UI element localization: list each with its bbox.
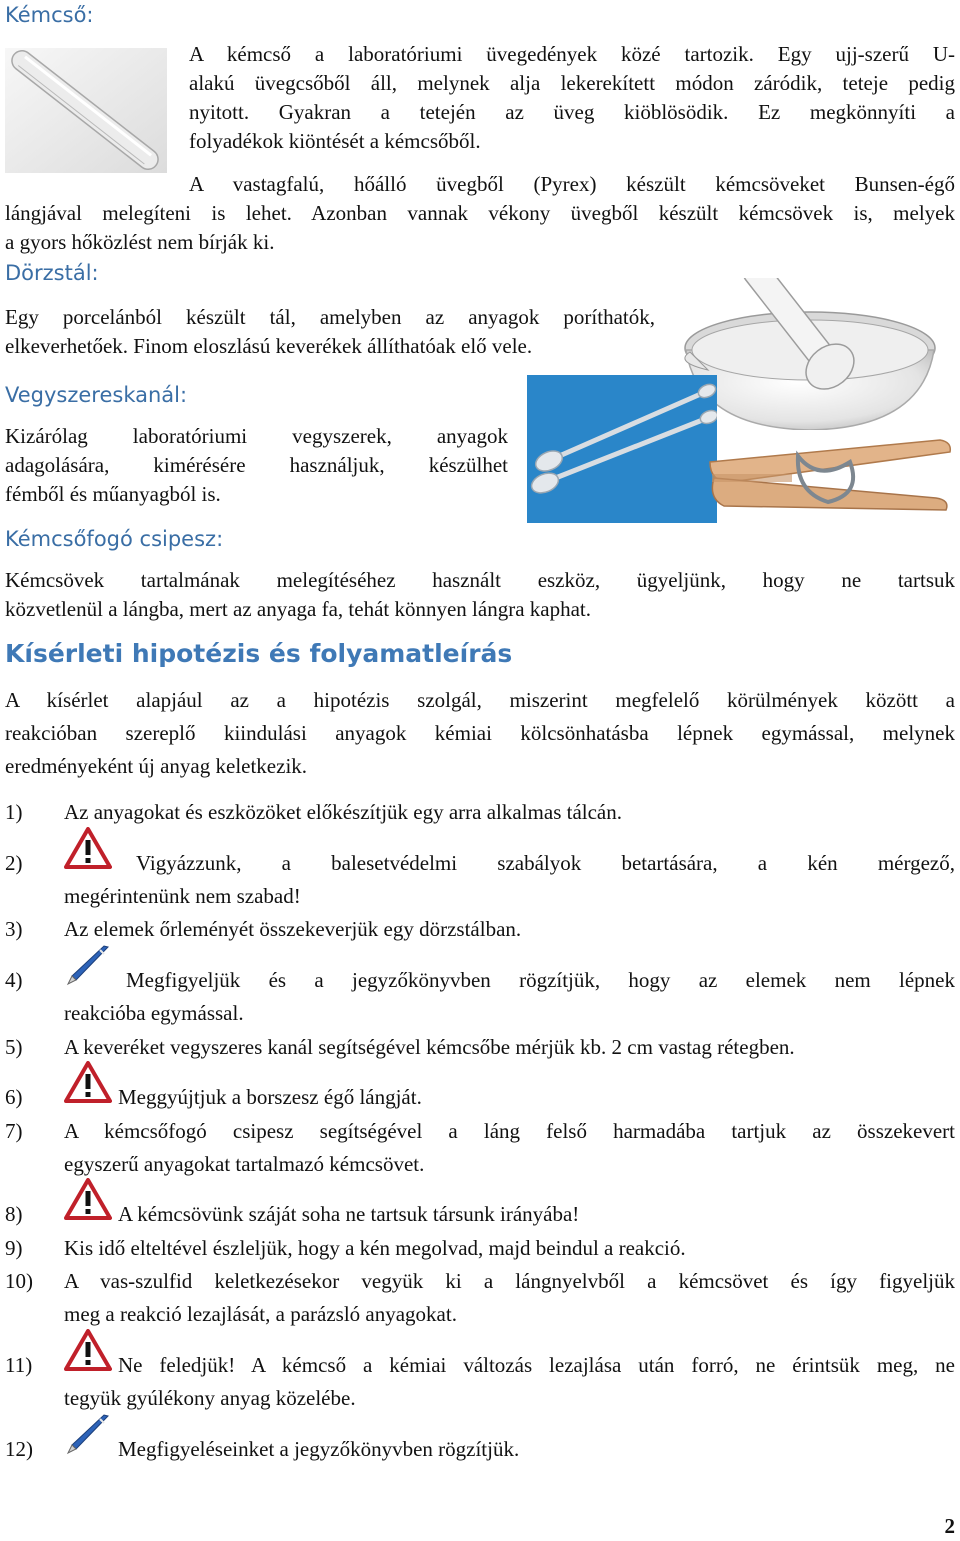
warning-icon <box>64 1329 112 1371</box>
vegyszereskanal-line2: adagolására, kimérésére használjuk, készülhet <box>5 453 508 477</box>
heading-vegyszereskanal: Vegyszereskanál: <box>5 383 188 407</box>
heading-kemcso: Kémcső: <box>5 3 94 27</box>
csipesz-line2: közvetlenül a lángba, mert az anyaga fa, tehát könnyen lángra kaphat. <box>5 597 591 621</box>
kemcso-paragraph-2-line1: A vastagfalú, hőálló üvegből (Pyrex) készült kémcsöveket Bunsen-égő <box>189 172 955 196</box>
heading-dorzstal: Dörzstál: <box>5 261 99 285</box>
page-number: 2 <box>944 1514 955 1538</box>
dorzstal-line1: Egy porcelánból készült tál, amelyben az anyagok poríthatók, <box>5 305 655 329</box>
kemcso-paragraph-2-line2: lángjával melegíteni is lehet. Azonban vannak vékony üvegből készült kémcsövek is, melyek <box>5 201 955 225</box>
heading-hypothesis: Kísérleti hipotézis és folyamatleírás <box>5 639 513 668</box>
warning-icon <box>64 827 112 869</box>
kemcso-paragraph-2-line3: a gyors hőközlést nem bírják ki. <box>5 230 275 254</box>
vegyszereskanal-line1: Kizárólag laboratóriumi vegyszerek, anyagok <box>5 424 508 448</box>
dorzstal-line2: elkeverhetőek. Finom eloszlású keverékek állíthatóak elő vele. <box>5 334 533 358</box>
hypothesis-line1: A kísérlet alapjául az a hipotézis szolgál, miszerint megfelelő körülmények között a <box>5 688 955 712</box>
kemcso-paragraph-1: A kémcső a laboratóriumi üvegedények közé tartozik. Egy ujj-szerű U- alakú üvegcsőből áll, melynek alja lekerekített módon záródik, teteje pedig nyitott. Gyakran a tetején az üveg kiöblösödik. Ez megkönnyíti a folyadékok kiöntését a kémcsőből. <box>189 42 955 153</box>
csipesz-line1: Kémcsövek tartalmának melegítéséhez használt eszköz, ügyeljünk, hogy ne tartsuk <box>5 568 955 592</box>
pen-icon <box>64 1413 112 1455</box>
heading-kemcsofogo-csipesz: Kémcsőfogó csipesz: <box>5 527 224 551</box>
warning-icon <box>64 1178 112 1220</box>
hypothesis-line2: reakcióban szereplő kiindulási anyagok kémiai kölcsönhatásba lépnek egymással, melynek <box>5 721 955 745</box>
warning-icon <box>64 1061 112 1103</box>
hypothesis-line3: eredményeként új anyag keletkezik. <box>5 754 308 778</box>
pen-icon <box>64 944 112 986</box>
vegyszereskanal-line3: fémből és műanyagból is. <box>5 482 221 506</box>
procedure-list: 1) Az anyagokat és eszközöket előkészítjük egy arra alkalmas tálcán. 2) Vigyázzunk, a balesetvédelmi szabályok betartására, a kén mérgező, megérintenünk nem szabad! 3) Az elemek őrleményét összekeverjük egy dörzstálban. 4) Megfigyeljük és a jegyzőkönyvben rögzítjük, hogy az elemek nem lépnek reakcióba egymással. 5) A keveréket vegyszeres kanál segítségével kémcsőbe mérjük kb. 2 cm vastag rétegben. 6) Meggyújtjuk a borszesz égő lángját. 7) A kémcsőfogó csipesz segítségével a láng felső harmadába tartjuk az összekevert egyszerű anyagokat tartalmazó kémcsövet. 8) A kémcsövünk száját soha ne tartsuk társunk irányába! 9) Kis idő elteltével észleljük, hogy a kén megolvad, majd beindul a reakció. 10) A vas-szulfid keletkezésekor vegyük ki a lángnyelvből a kémcsövet és így figyeljük meg a reakció lezajlását, a parázsló anyagokat. 11) Ne feledjük! A kémcső a kémiai változás lezajlása után forró, ne érintsük meg, ne tegyük gyúlékony anyag közelébe. 12) Megfigyeléseinket a jegyzőkönyvben rögzítjük. <box>5 800 955 1461</box>
